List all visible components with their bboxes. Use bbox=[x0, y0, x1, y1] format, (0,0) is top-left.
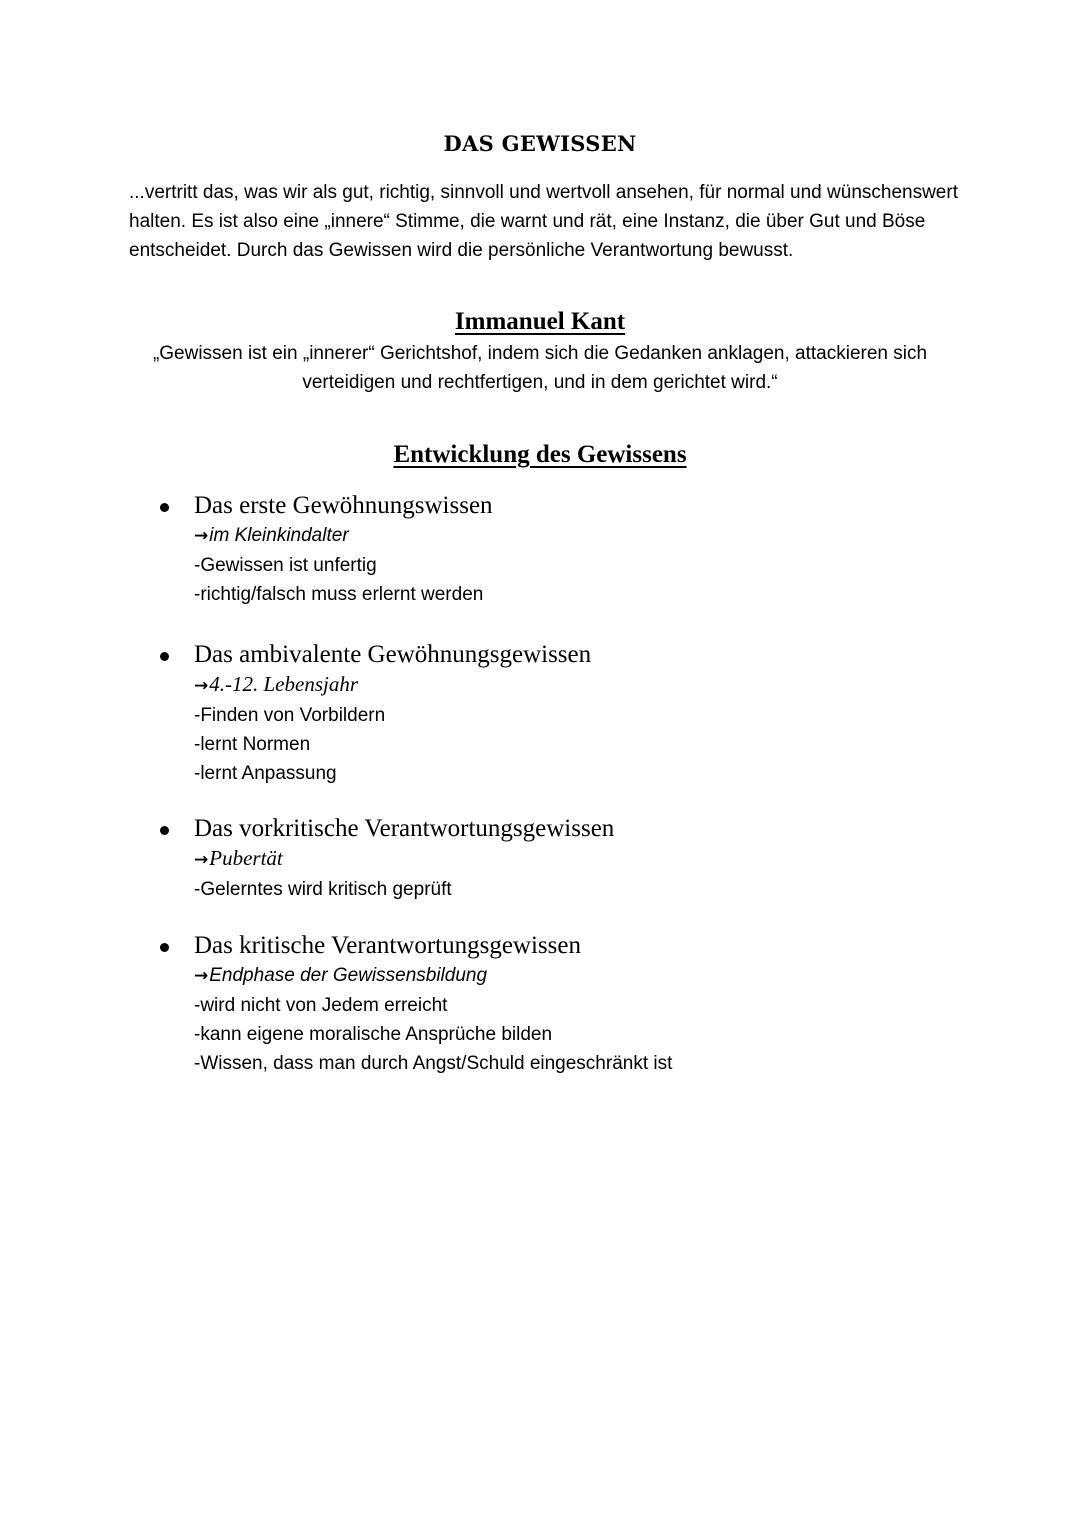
development-heading: Entwicklung des Gewissens bbox=[393, 441, 687, 468]
stage-title: Das kritische Verantwortungsgewissen bbox=[194, 932, 581, 959]
stage-points bbox=[194, 844, 452, 904]
stage-age-text: Pubertät bbox=[209, 846, 283, 870]
stage-age bbox=[194, 961, 672, 991]
intro-paragraph: ...vertritt das, was wir als gut, richtig, sinnvoll und wertvoll ansehen, für normal und wünschenswert halten. Es ist also eine „innere“ Stimme, die warnt und rät, eine Instanz, die über Gut und Böse entscheidet. Durch das Gewissen wird die persönliche Verantwortung bewusst. bbox=[129, 182, 958, 261]
stage-points bbox=[194, 670, 385, 788]
stage-points bbox=[194, 521, 483, 609]
bullet-icon bbox=[160, 943, 169, 952]
bullet-icon bbox=[160, 503, 169, 512]
stage-title: Das ambivalente Gewöhnungsgewissen bbox=[194, 641, 592, 668]
stage-point: -Gewissen ist unfertig bbox=[194, 555, 377, 576]
stage-age bbox=[194, 521, 483, 551]
bullet-icon bbox=[160, 652, 169, 661]
stage-point: -richtig/falsch muss erlernt werden bbox=[194, 584, 484, 605]
stage-title: Das vorkritische Verantwortungsgewissen bbox=[194, 815, 615, 842]
arrow-right-icon: → bbox=[194, 966, 209, 986]
stage-age bbox=[194, 844, 452, 875]
stage-point: -Finden von Vorbildern bbox=[194, 705, 386, 726]
arrow-right-icon: → bbox=[194, 526, 209, 546]
stage-age-text: 4.-12. Lebensjahr bbox=[209, 672, 358, 696]
stage-point: -lernt Anpassung bbox=[194, 763, 337, 784]
stage-point: -Gelerntes wird kritisch geprüft bbox=[194, 879, 452, 900]
arrow-right-icon: → bbox=[194, 850, 209, 870]
document-title: DAS GEWISSEN bbox=[443, 131, 637, 156]
kant-quote: „Gewissen ist ein „innerer“ Gerichtshof, indem sich die Gedanken anklagen, attackieren sich verteidigen und rechtfertigen, und in dem gerichtet wird.“ bbox=[152, 343, 928, 393]
stage-point: -lernt Normen bbox=[194, 734, 311, 755]
stage-points bbox=[194, 961, 672, 1078]
stage-age-text: im Kleinkindalter bbox=[209, 525, 349, 546]
kant-heading: Immanuel Kant bbox=[454, 308, 626, 335]
bullet-icon bbox=[160, 826, 169, 835]
stage-point: -kann eigene moralische Ansprüche bilden bbox=[194, 1024, 553, 1045]
stage-title: Das erste Gewöhnungswissen bbox=[194, 492, 493, 519]
stage-point: -Wissen, dass man durch Angst/Schuld eingeschränkt ist bbox=[194, 1053, 673, 1074]
stage-point: -wird nicht von Jedem erreicht bbox=[194, 995, 448, 1016]
arrow-right-icon: → bbox=[194, 676, 209, 696]
stage-age-text: Endphase der Gewissensbildung bbox=[209, 965, 488, 986]
stage-age bbox=[194, 670, 385, 701]
